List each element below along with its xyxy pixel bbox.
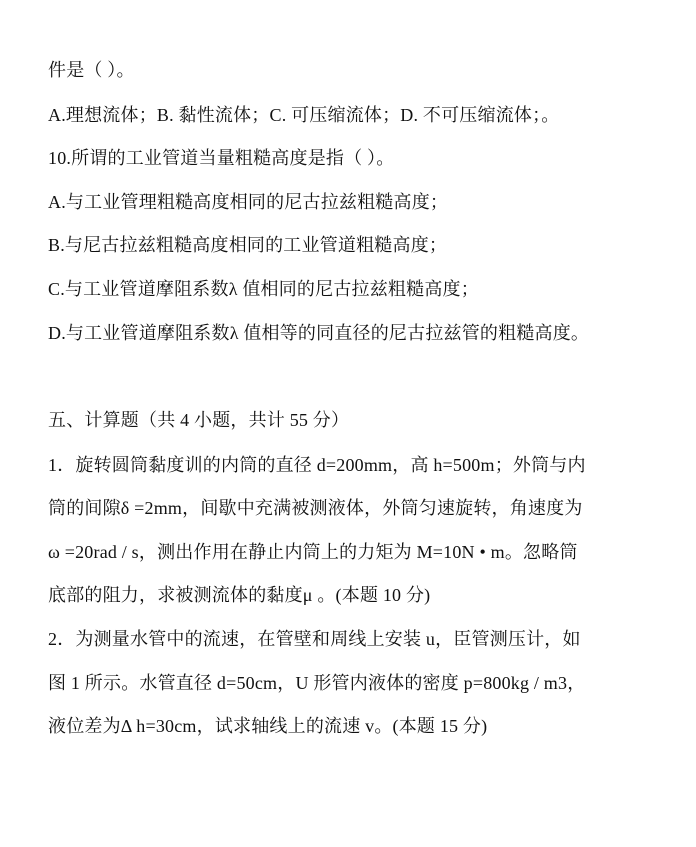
problem-1-line-4: 底部的阻力，求被测流体的黏度μ 。(本题 10 分) (48, 585, 431, 605)
question-10-option-b: B.与尼古拉兹粗糙高度相同的工业管道粗糙高度； (48, 235, 448, 255)
problem-2-line-3: 液位差为Δ h=30cm，试求轴线上的流速 v。(本题 15 分) (48, 716, 488, 736)
problem-1-line-3: ω =20rad / s，测出作用在静止内筒上的力矩为 M=10N • m。忽略筒 (48, 542, 578, 562)
question-10-option-d: D.与工业管道摩阻系数λ 值相等的同直径的尼古拉兹管的粗糙高度。 (48, 323, 590, 343)
problem-1-line-1: 1．旋转圆筒黏度训的内筒的直径 d=200mm，高 h=500m；外筒与内 (48, 455, 586, 475)
section-heading: 五、计算题（共 4 小题，共计 55 分） (48, 410, 350, 430)
question-9-stem-end: 件是（ ）。 (48, 60, 135, 80)
question-10-option-a: A.与工业管理粗糙高度相同的尼古拉兹粗糙高度； (48, 192, 449, 212)
problem-2-line-1: 2．为测量水管中的流速，在管壁和周线上安装 u，臣管测压计，如 (48, 629, 581, 649)
question-10-option-c: C.与工业管道摩阻系数λ 值相同的尼古拉兹粗糙高度； (48, 279, 479, 299)
question-10-stem: 10.所谓的工业管道当量粗糙高度是指（ ）。 (48, 148, 395, 168)
question-9-options: A.理想流体；B. 黏性流体；C. 可压缩流体；D. 不可压缩流体；。 (48, 105, 560, 125)
problem-1-line-2: 筒的间隙δ =2mm，间歇中充满被测液体，外筒匀速旋转，角速度为 (48, 498, 583, 518)
problem-2-line-2: 图 1 所示。水管直径 d=50cm，U 形管内液体的密度 p=800kg / m3， (48, 673, 586, 693)
